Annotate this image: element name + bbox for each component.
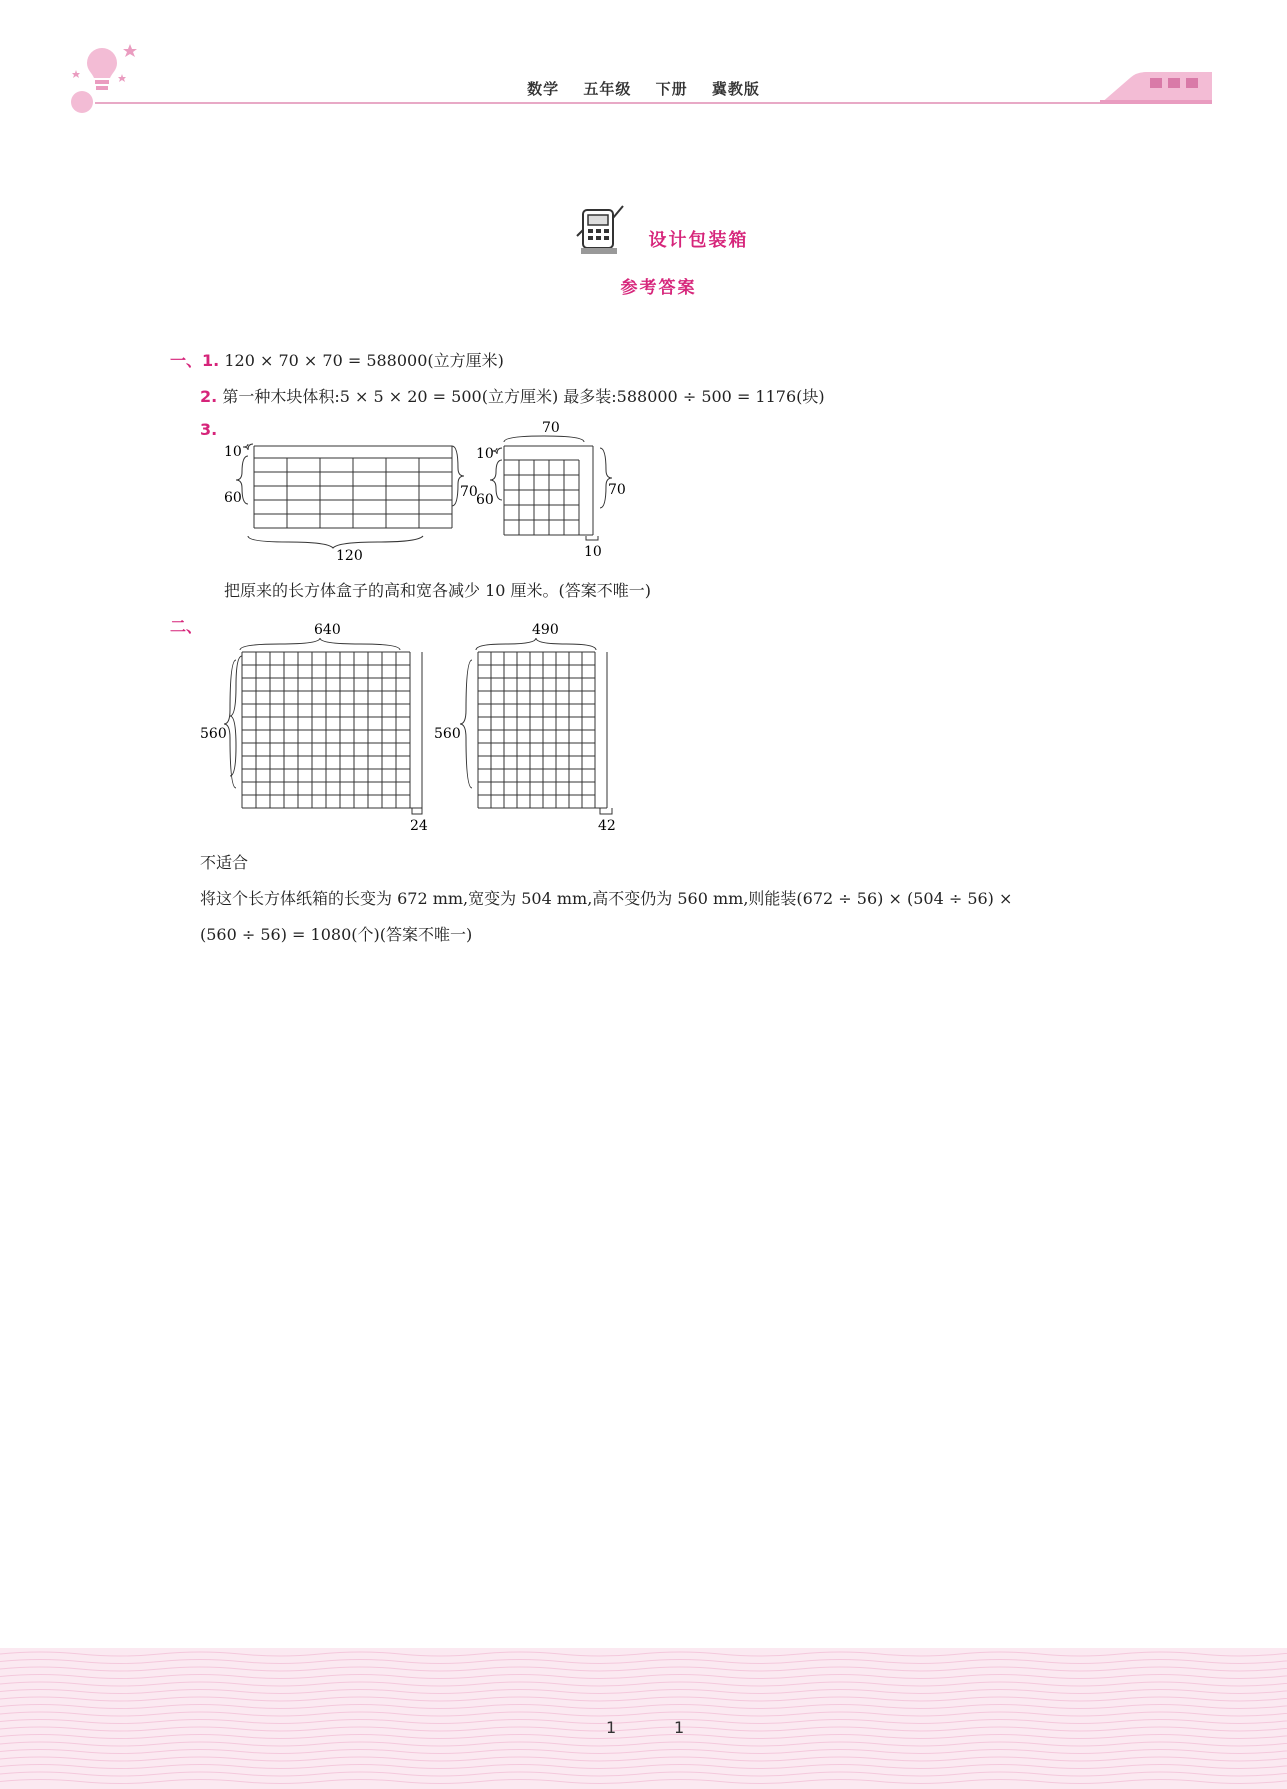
part1-q3 xyxy=(200,420,217,439)
bottom-brace xyxy=(248,536,423,548)
q3-number: 3. xyxy=(200,420,218,439)
part2-figure-b xyxy=(432,620,632,840)
q2-number: 2. xyxy=(200,387,218,406)
fig-a-right-label: 70 xyxy=(460,484,478,500)
fig2b-side-label: 560 xyxy=(434,726,461,742)
fig-b-right-label: 70 xyxy=(608,482,626,498)
part1-q2 xyxy=(200,384,825,407)
section-subtitle: 参考答案 xyxy=(620,278,697,298)
q3-figure-b xyxy=(476,420,636,566)
side-brace xyxy=(460,660,472,788)
fig2a-top-label: 640 xyxy=(314,622,341,638)
header-divider xyxy=(95,102,1210,104)
header-book-info xyxy=(0,78,1287,99)
header-grade: 五年级 xyxy=(583,80,632,98)
fig-a-bottom-label: 120 xyxy=(336,548,363,564)
part1-marker: 一、 xyxy=(170,351,203,370)
header-edition: 冀教版 xyxy=(711,80,760,98)
grid-lines xyxy=(254,446,452,528)
fig2b-top-label: 490 xyxy=(532,622,559,638)
part1-q1 xyxy=(170,348,504,371)
q3-explanation: 把原来的长方体盒子的高和宽各减少 10 厘米。(答案不唯一) xyxy=(224,581,652,600)
part2-line3: (560 ÷ 56) = 1080(个)(答案不唯一) xyxy=(200,925,473,944)
top-brace xyxy=(476,638,596,650)
header-subject: 数学 xyxy=(527,80,560,98)
part2-line1: 不适合 xyxy=(200,853,249,872)
part2-line2: 将这个长方体纸箱的长变为 672 mm,宽变为 504 mm,高不变仍为 560 mm,则能装(672 ÷ 56) × (504 ÷ 56) × xyxy=(200,889,1013,908)
fig2a-bottom-label: 24 xyxy=(410,818,428,834)
header-volume: 下册 xyxy=(655,80,688,98)
part2-figure-a xyxy=(198,620,430,840)
fig-b-top-width-label: 70 xyxy=(542,420,560,436)
fig-a-top-label: 10 xyxy=(224,444,242,460)
footer-wave-band xyxy=(0,1648,1287,1789)
q3-figure-a xyxy=(220,436,480,566)
train-decoration-icon xyxy=(1100,70,1215,106)
fig-b-side-label: 60 xyxy=(476,492,494,508)
top-brace xyxy=(240,638,400,650)
page-number-left: 1 xyxy=(606,1718,617,1737)
page-number-right: 1 xyxy=(674,1718,685,1737)
fig-b-bottom-label: 10 xyxy=(584,544,602,560)
fig2b-bottom-label: 42 xyxy=(598,818,616,834)
q2-answer: 第一种木块体积:5 × 5 × 20 = 500(立方厘米) 最多装:588000 ÷ 500 = 1176(块) xyxy=(222,387,825,406)
grid-lines xyxy=(504,446,593,535)
q1-number: 1. xyxy=(202,351,220,370)
part2-marker: 二、 xyxy=(170,617,203,636)
q1-answer: 120 × 70 × 70 = 588000(立方厘米) xyxy=(224,351,504,370)
section-title: 设计包装箱 xyxy=(648,230,749,251)
grid-lines xyxy=(478,652,607,808)
fig-b-top-label: 10 xyxy=(476,446,494,462)
right-brace xyxy=(600,448,612,508)
fig-a-side-label: 60 xyxy=(224,490,242,506)
grid-lines xyxy=(242,652,422,808)
top-brace xyxy=(504,436,584,442)
fig2a-side-label: 560 xyxy=(200,726,227,742)
